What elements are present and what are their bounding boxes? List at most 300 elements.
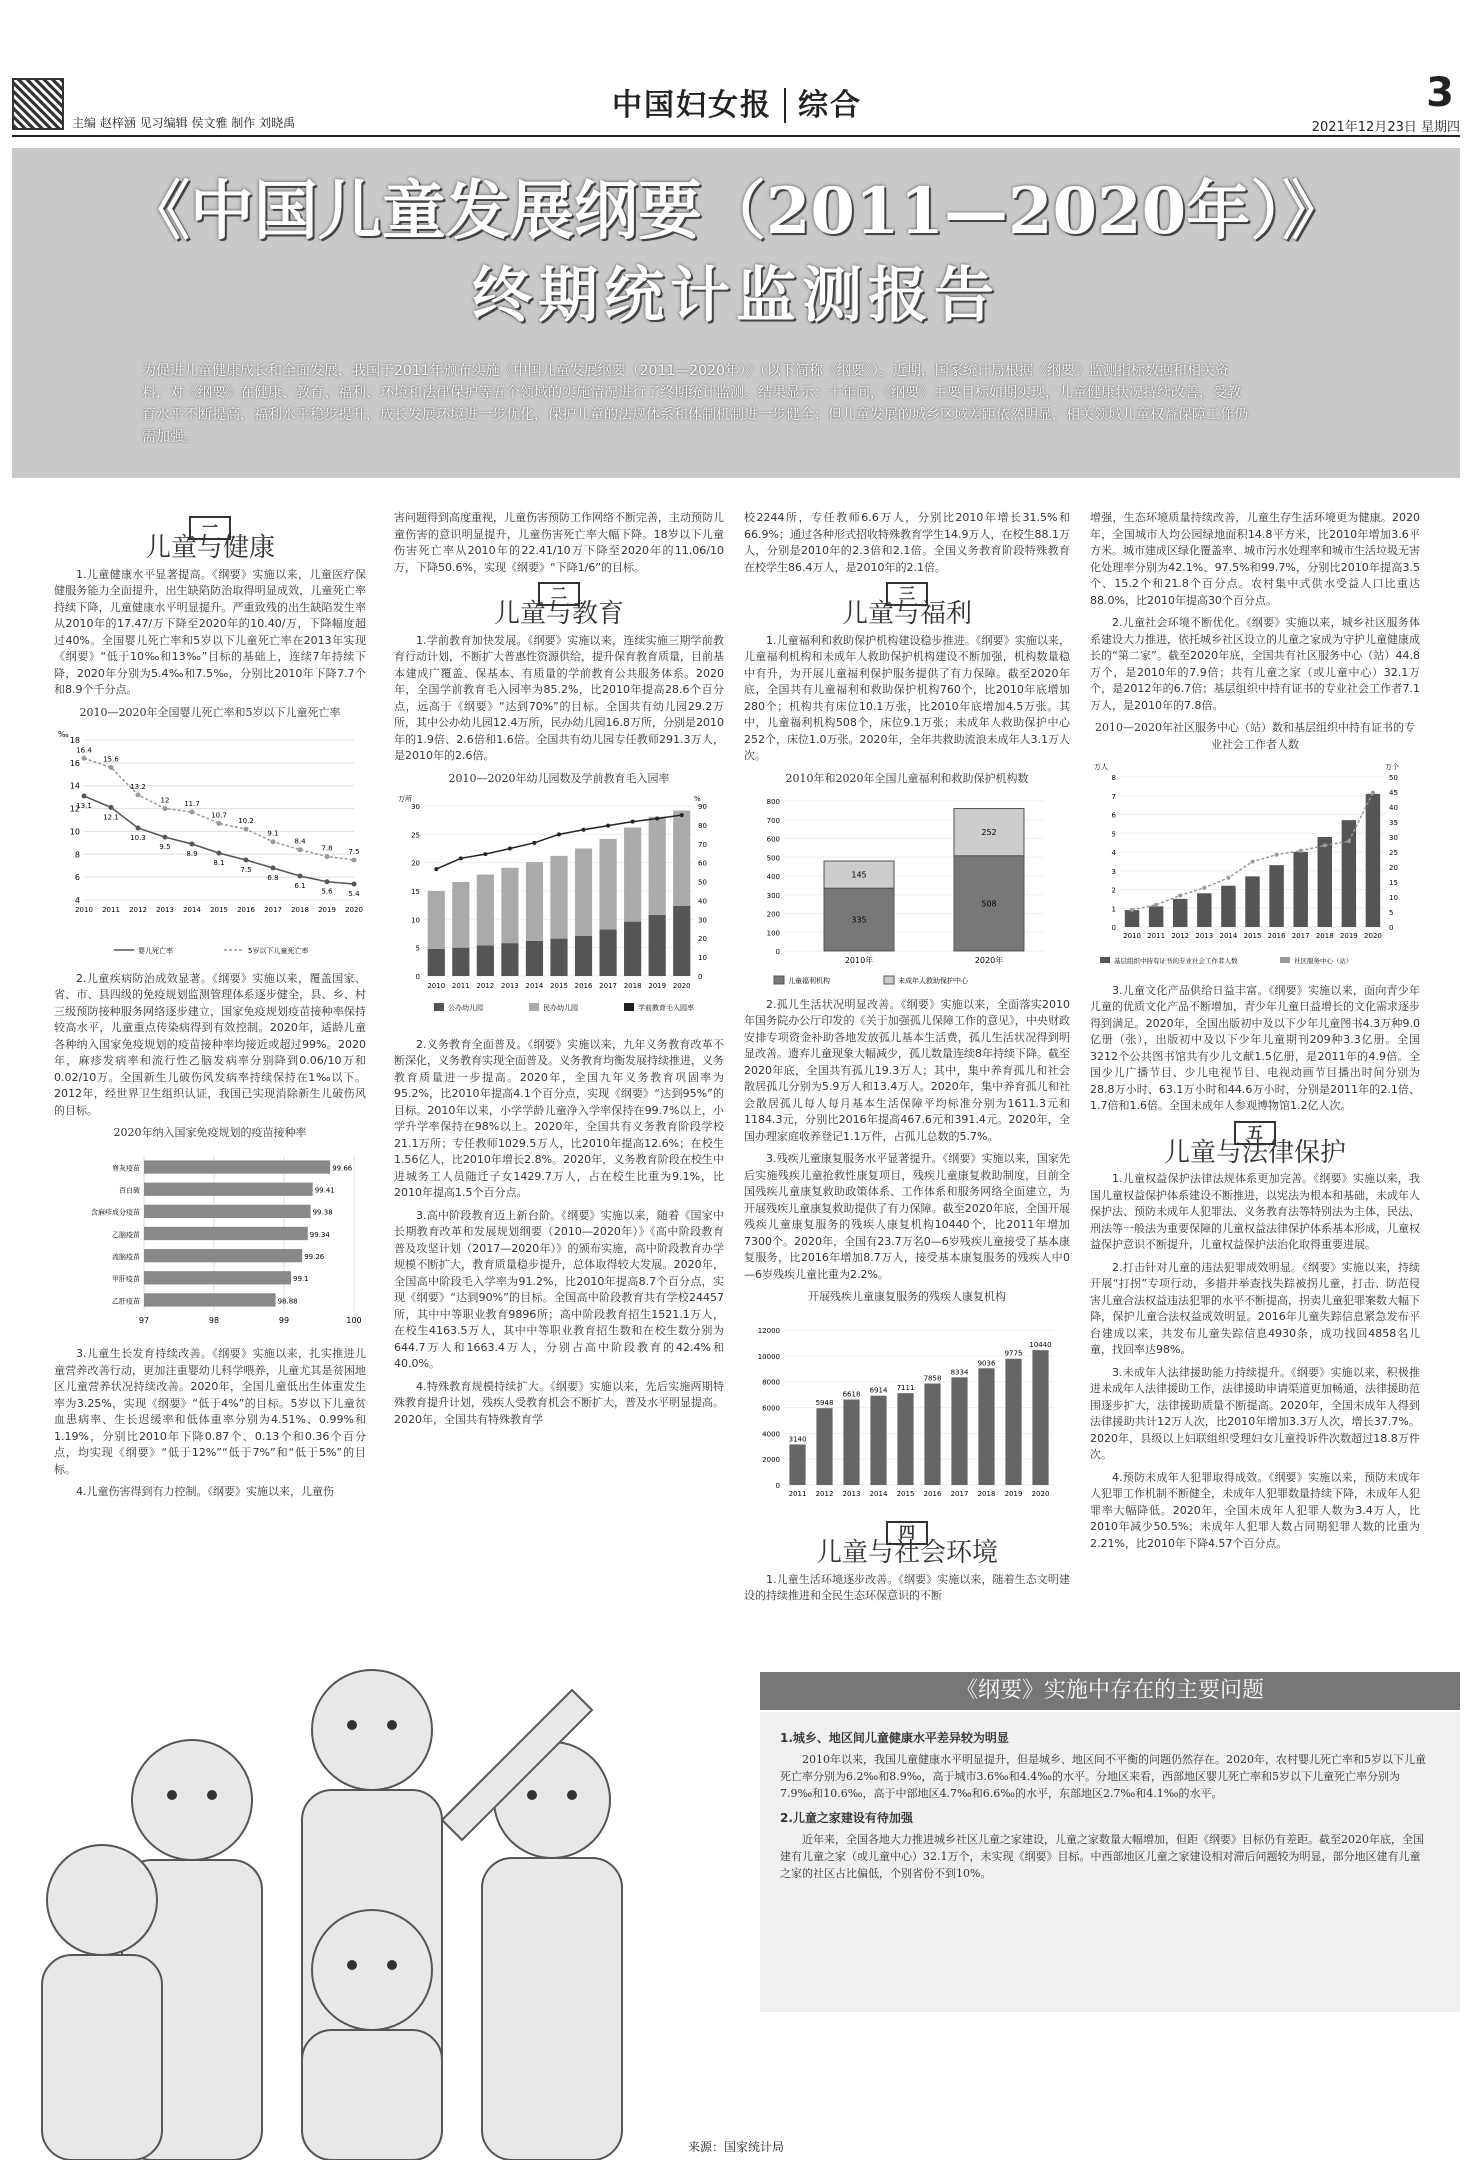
x-tick-label: 2014: [1219, 932, 1238, 940]
bar: [1269, 865, 1283, 927]
section-number: 二: [538, 582, 580, 606]
x-tick-label: 2011: [102, 906, 120, 914]
data-point: [459, 856, 463, 860]
data-label: 8.4: [294, 837, 306, 846]
data-label: 9.1: [267, 829, 279, 838]
data-point: [483, 852, 487, 856]
data-label: 99.66: [332, 1163, 353, 1172]
bar: [1221, 886, 1235, 927]
bar: [870, 1395, 886, 1484]
bar: [843, 1399, 859, 1484]
data-label: 9036: [977, 1358, 996, 1367]
x-tick-label: 2018: [623, 982, 642, 990]
x-tick-label: 97: [138, 1315, 150, 1325]
bar: [428, 949, 445, 976]
data-point: [217, 821, 222, 826]
data-label: 7.5: [348, 848, 360, 856]
bar: [1245, 876, 1259, 927]
x-tick-label: 2011: [451, 982, 470, 990]
article-paragraph: 害问题得到高度重视，儿童伤害预防工作网络不断完善，主动预防儿童伤害的意识明显提升，儿童伤害死亡率大幅下降。18岁以下儿童伤害死亡率从2010年的22.41/10万下降至2020年的11.06/10万，下降50.6%，实现《纲要》“下降1/6”的目标。: [394, 511, 724, 574]
y-tick-label: 4: [1111, 849, 1116, 857]
y-tick-label: 800: [766, 798, 780, 806]
data-point: [190, 810, 195, 815]
bar: [144, 1226, 308, 1239]
legend-label: 社区服务中心（站）: [1294, 957, 1353, 965]
section-number: 五: [1234, 1121, 1276, 1145]
article-paragraph: 4.特殊教育规模持续扩大。《纲要》实施以来，先后实施两期特殊教育提升计划，残疾人受教育机会不断扩大，普及水平明显提高。2020年，全国共有特殊教育学: [394, 1379, 724, 1426]
x-tick-label: 2015: [896, 1489, 915, 1498]
data-label: 8.9: [186, 850, 198, 858]
y2-tick-label: 20: [1389, 864, 1398, 872]
data-point: [271, 866, 276, 871]
data-point: [582, 828, 586, 832]
y-tick-label: 0: [775, 1481, 780, 1490]
category-label: 甲肝疫苗: [112, 1274, 140, 1283]
category-label: 百白破: [119, 1186, 140, 1195]
data-label: 99.26: [304, 1252, 325, 1261]
bar: [575, 849, 592, 936]
bar: [924, 1383, 940, 1484]
article-paragraph: 增强，生态环境质量持续改善，儿童生存生活环境更为健康。2020年，全国城市人均公园绿地面积14.8平方米，比2010年增加3.6平方米。城市建成区绿化覆盖率、城市污水处理率和城市生活垃圾无害化处理率分别为42.1%、97.5%和99.7%，分别比2010年提高3.5个、15.2个和21.8个百分点。农村集中式供水受益人口比重达88.0%，比2010年提高30个百分点。: [1090, 511, 1420, 607]
data-point: [1178, 894, 1182, 898]
data-point: [631, 820, 635, 824]
article-paragraph: 2.儿童疾病防治成效显著。《纲要》实施以来，覆盖国家、省、市、县四级的免疫规划监测管理体系逐步健全，县、乡、村三级预防接种服务网络逐步建立，国家免疫规划疫苗接种率保持较高水平，儿童重点传染病得到有效控制。2020年，适龄儿童各种纳入国家免疫规划的疫苗接种率均接近或超过99%。2020年，麻疹发病率和流行性乙脑发病率分别降到0.06/10万和0.02/10万。全国新生儿破伤风发病率持续保持在1‰以下。2012年，经世界卫生组织认证，我国已实现消除新生儿破伤风的目标。: [54, 971, 366, 1117]
data-point: [508, 847, 512, 851]
qr-code-icon: [12, 78, 64, 130]
category-label: 乙脑疫苗: [112, 1230, 140, 1239]
y-tick-label: 700: [766, 816, 780, 825]
data-point: [163, 806, 168, 811]
category-label: 流脑疫苗: [112, 1252, 140, 1261]
data-label: 9775: [1004, 1349, 1023, 1358]
x-tick-label: 2012: [1171, 932, 1190, 940]
data-label: 9.5: [159, 843, 171, 852]
data-label: 98.88: [277, 1296, 298, 1305]
bar: [600, 930, 617, 976]
intro-paragraph: 为促进儿童健康成长和全面发展，我国于2011年颁布实施《中国儿童发展纲要（2011—2020年）》（以下简称《纲要》）。近期，国家统计局根据《纲要》监测指标数据和相关资料，对《纲要》在健康、教育、福利、环境和法律保护等五个领域的实施情况进行了终期统计监测。结果显示：十年间，《纲要》主要目标如期实现，儿童健康状况持续改善，受教育水平不断提高，福利水平稳步提升，成长发展环境进一步优化，保护儿童的法规体系和体制机制进一步健全；但儿童发展的城乡区域差距依然明显，相关领域儿童权益保障工作仍需加强。: [142, 363, 1248, 445]
data-label: 7.5: [240, 866, 252, 874]
section-name: 综合: [784, 88, 862, 123]
data-label: 16.4: [76, 746, 92, 755]
article-paragraph: 1.儿童生活环境逐步改善。《纲要》实施以来，随着生态文明建设的持续推进和全民生态环保意识的不断: [744, 1572, 1070, 1602]
section-head-environment: [744, 1521, 1070, 1568]
y-tick-label: 200: [766, 910, 780, 919]
x-tick-label: 2020: [1364, 932, 1382, 940]
x-tick-label: 98: [208, 1315, 220, 1325]
data-point: [680, 813, 684, 817]
bar: [550, 939, 567, 976]
article-paragraph: 2.义务教育全面普及。《纲要》实施以来，九年义务教育改革不断深化，义务教育实现全面普及。义务教育均衡发展持续推进，义务教育质量进一步提高。2020年，全国九年义务教育巩固率为95.2%，比2010年提高4.1个百分点，实现《纲要》“达到95%”的目标。2010年以来，小学学龄儿童净入学率保持在99.7%以上，小学升学率保持在98%以上。2020年，全国共有义务教育阶段学校21.1万所；专任教师1029.5万人，比2010年提高12.6%；在校生1.56亿人，比2010年增长2.8%。2020年，义务教育阶段在校生中进城务工人员随迁子女1429.7万人，占在校生比重为9.1%，比2010年提高1.5个百分点。: [394, 1037, 724, 1199]
data-label: 10.3: [130, 834, 146, 842]
data-label: 6.8: [267, 874, 279, 882]
y-tick-label: 10000: [757, 1352, 780, 1361]
x-tick-label: 2019: [1004, 1489, 1023, 1498]
article-paragraph: 4.儿童伤害得到有力控制。《纲要》实施以来，儿童伤: [76, 1485, 334, 1498]
data-label: 10440: [1029, 1340, 1052, 1349]
data-point: [244, 858, 249, 863]
y-tick-label: 300: [766, 891, 780, 900]
x-tick-label: 99: [278, 1315, 290, 1325]
bar: [1366, 794, 1380, 927]
bar: [144, 1204, 311, 1217]
data-label: 7.8: [321, 844, 333, 853]
y2-tick-label: 45: [1389, 789, 1398, 797]
legend-swatch: [774, 976, 784, 984]
data-point: [1347, 839, 1351, 843]
article-paragraph: 2.孤儿生活状况明显改善。《纲要》实施以来，全面落实2010年国务院办公厅印发的《关于加强孤儿保障工作的意见》，中央财政安排专项资金补助各地发放孤儿基本生活费，孤儿生活状况得到明显改善。遗弃儿童现象大幅减少，孤儿数量连续8年持续下降。截至2020年底，全国共有孤儿19.3万人；其中，集中养育孤儿和社会散居孤儿分别为5.9万人和13.4万人。2020年，集中养育孤儿和社会散居孤儿每人每月基本生活保障平均标准分别为1611.3元和1184.3元，分别比2016年提高467.6元和391.4元。2020年，全国办理家庭收养登记1.1万件，占孤儿总数的5.7%。: [744, 997, 1070, 1143]
column-1: [54, 510, 366, 1507]
x-tick-label: 2017: [264, 906, 282, 914]
x-tick-label: 2018: [291, 906, 309, 914]
bar: [1342, 820, 1356, 927]
y-tick-label: 5: [415, 944, 420, 953]
data-point: [298, 847, 303, 852]
bar: [897, 1393, 913, 1485]
x-tick-label: 2014: [525, 982, 544, 990]
data-point: [557, 832, 561, 836]
bar: [624, 828, 641, 922]
bar: [144, 1160, 330, 1173]
problems-box: [760, 1678, 1460, 2012]
legend-swatch: [529, 1003, 539, 1011]
bar: [1197, 893, 1211, 927]
data-point: [82, 794, 87, 799]
data-label: 7111: [896, 1383, 915, 1392]
bar: [649, 817, 666, 915]
data-point: [109, 805, 114, 810]
y-tick-label: 2: [1111, 886, 1116, 895]
legend-label: 民办幼儿园: [543, 1004, 578, 1012]
data-point: [298, 874, 303, 879]
x-tick-label: 2017: [1291, 932, 1310, 940]
headline: 《中国儿童发展纲要（2011—2020年）》: [125, 174, 1347, 249]
children-illustration: [12, 1600, 772, 2160]
bar: [816, 1408, 832, 1485]
category-label: 含麻疹成分疫苗: [91, 1208, 140, 1217]
data-point: [352, 882, 357, 887]
data-point: [217, 851, 222, 856]
y-tick-label: 2000: [762, 1455, 780, 1464]
header-rule: [12, 135, 1460, 137]
data-point: [1251, 860, 1255, 864]
bar: [789, 1444, 805, 1485]
data-point: [1226, 876, 1230, 880]
x-tick-label: 2015: [1243, 932, 1262, 940]
x-tick-label: 2016: [237, 906, 255, 914]
legend-label: 公办幼儿园: [448, 1004, 483, 1012]
data-label: 99.1: [293, 1274, 309, 1283]
series-line: [84, 758, 354, 860]
subheadline: 终期统计监测报告: [472, 261, 1000, 331]
x-tick-label: 2019: [318, 906, 336, 914]
y-tick-label: 0: [775, 948, 780, 956]
mortality-line-chart: [54, 725, 366, 965]
data-point: [1371, 791, 1375, 795]
legend-swatch: [624, 1003, 634, 1011]
data-point: [271, 839, 276, 844]
x-tick-label: 2010: [427, 982, 446, 990]
column-2: [394, 510, 724, 1434]
y-unit-label: 万人: [1094, 763, 1108, 771]
x-tick-label: 2019: [1339, 932, 1358, 940]
data-label: 10.2: [238, 817, 254, 826]
page-header: [12, 70, 1460, 135]
data-label: 99.41: [314, 1186, 335, 1195]
chart-title: 2010—2020年全国婴儿死亡率和5岁以下儿童死亡率: [79, 705, 341, 719]
x-tick-label: 2014: [183, 906, 201, 914]
y2-tick-label: 35: [1389, 819, 1398, 827]
y2-unit-label: 万个: [1385, 763, 1399, 771]
data-point: [136, 792, 141, 797]
problem-text: 近年来，全国各地大力推进城乡社区儿童之家建设，儿童之家数量大幅增加，但距《纲要》目标仍有差距。截至2020年底，全国建有儿童之家（或儿童中心）32.1万个，未实现《纲要》目标。中西部地区儿童之家建设相对滞后问题较为明显，部分地区建有儿童之家的社区占比偏低，个别省份不到10%。: [780, 1833, 1424, 1880]
x-tick-label: 2012: [129, 906, 147, 914]
x-tick-label: 2010: [1123, 932, 1141, 940]
legend-label: 婴儿死亡率: [138, 947, 173, 955]
issue-date: 2021年12月23日 星期四: [1311, 120, 1460, 135]
y2-tick-label: 5: [1389, 909, 1394, 917]
y-tick-label: 4: [74, 896, 80, 905]
data-point: [136, 826, 141, 831]
data-label: 3140: [788, 1434, 807, 1443]
kindergarten-combo-chart: [394, 791, 724, 1031]
y-tick-label: 12000: [757, 1326, 780, 1335]
x-tick-label: 2015: [210, 906, 228, 914]
article-paragraph: 1.儿童健康水平显著提高。《纲要》实施以来，儿童医疗保健服务能力全面提升，出生缺陷防治取得明显成效，儿童死亡率持续下降，儿童健康水平明显提升。严重致残的出生缺陷发生率从2010年的17.47/万下降至2020年的10.40/万，下降幅度超过40%。全国婴儿死亡率和5岁以下儿童死亡率在2013年实现《纲要》“低于10‰和13‰”目标的基础上，连续7年持续下降，2020年分别为5.4‰和7.5‰，分别比2010年下降7.7个和8.9个千分点。: [54, 567, 366, 696]
y-tick-label: 7: [1111, 792, 1116, 801]
y2-tick-label: 30: [1389, 834, 1398, 842]
x-tick-label: 2018: [977, 1489, 996, 1498]
legend-swatch: [1280, 957, 1290, 963]
y-tick-label: 8: [74, 850, 80, 860]
bar: [600, 839, 617, 930]
y2-tick-label: 0: [698, 973, 703, 981]
bar: [673, 811, 690, 906]
x-tick-label: 2013: [500, 982, 519, 990]
article-paragraph: 1.儿童福利和救助保护机构建设稳步推进。《纲要》实施以来，儿童福利机构和未成年人救助保护机构建设不断加强，机构数量稳中有升，为开展儿童福利保护服务提供了有力保障。截至2020年底，全国共有儿童福利和救助保护机构760个，比2010年底增加280个；机构共有床位10.1万张，比2010年底增加4.5万张。其中，儿童福利机构508个，床位9.1万张；未成年人救助保护中心252个，床位1.0万张。2020年，全年共救助流浪未成年人3.1万人次。: [744, 633, 1070, 762]
data-label: 13.2: [130, 782, 146, 791]
x-tick-label: 2016: [923, 1489, 942, 1498]
x-tick-label: 2012: [815, 1489, 834, 1498]
x-tick-label: 2017: [599, 982, 618, 990]
y-tick-label: 4000: [762, 1429, 780, 1438]
source-line: 来源：国家统计局: [687, 2140, 784, 2154]
y-tick-label: 16: [69, 758, 80, 768]
section-title: 儿童与福利: [841, 599, 972, 629]
data-point: [82, 756, 87, 761]
data-label: 12.1: [103, 813, 119, 822]
y-tick-label: 5: [1111, 830, 1116, 839]
section-head-law: [1090, 1121, 1420, 1168]
y-tick-label: 12: [69, 804, 80, 814]
y-tick-label: 600: [766, 835, 780, 844]
x-tick-label: 2011: [788, 1489, 807, 1498]
bar: [624, 922, 641, 976]
section-number: 四: [886, 1521, 928, 1545]
rehab-bar-chart: [744, 1310, 1070, 1510]
data-point: [1202, 886, 1206, 890]
chart-title: 2010—2020年社区服务中心（站）数和基层组织中持有证书的专业社会工作者人数: [1095, 721, 1415, 751]
x-tick-label: 2020年: [974, 956, 1004, 965]
data-label: 15.6: [103, 755, 119, 764]
x-tick-label: 2020: [1031, 1489, 1050, 1498]
data-label: 5948: [815, 1398, 834, 1407]
community-service-chart: [1090, 757, 1420, 977]
y2-tick-label: 50: [698, 878, 707, 887]
data-point: [606, 824, 610, 828]
problem-heading: 1.城乡、地区间儿童健康水平差异较为明显: [780, 1731, 1009, 1745]
y2-tick-label: 15: [1389, 879, 1398, 887]
data-point: [352, 858, 357, 863]
y-tick-label: 1: [1111, 905, 1116, 914]
section-title: 儿童与法律保护: [1163, 1137, 1346, 1168]
x-tick-label: 2020: [345, 906, 363, 914]
y2-tick-label: 30: [698, 916, 707, 925]
article-paragraph: 3.残疾儿童康复服务水平显著提升。《纲要》实施以来，国家先后实施残疾儿童抢救性康复项目，残疾儿童康复救助制度，目前全国残疾儿童康复救助政策体系、工作体系和服务网络全面建立，为开展残疾儿童康复救助提供了有力保障。截至2020年底，全国开展残疾儿童康复服务的残疾人康复机构10440个，比2011年增加7300个。2020年，全国有23.7万名0—6岁残疾儿童接受了基本康复服务，比2016年增加8.7万人，接受基本康复服务的残疾人中0—6岁残疾儿童比重为2.2%。: [744, 1152, 1070, 1281]
y2-tick-label: 10: [698, 954, 707, 963]
category-label: 乙肝疫苗: [112, 1296, 140, 1305]
y2-tick-label: 0: [1389, 924, 1394, 932]
article-paragraph: 3.未成年人法律援助能力持续提升。《纲要》实施以来，积极推进未成年人法律援助工作，法律援助申请渠道更加畅通，法律援助范围逐步扩大，法律援助质量不断提高。2020年，全国未成年人得到法律援助共计12万人次，比2010年增加3.3万人次，增长37.7%。2020年，县级以上妇联组织受理妇女儿童投诉件次数超过18.8万件次。: [1090, 1365, 1420, 1461]
data-label: 10.7: [211, 811, 227, 820]
data-point: [1275, 853, 1279, 857]
vaccine-bar-chart: [54, 1146, 366, 1341]
welfare-stacked-bar-chart: [744, 791, 1070, 991]
chart-title: 2020年纳入国家免疫规划的疫苗接种率: [113, 1126, 307, 1139]
column-4: [1090, 510, 1420, 1558]
y-tick-label: 100: [766, 929, 780, 938]
series-line: [84, 796, 354, 884]
x-tick-label: 2010: [75, 906, 93, 914]
y-tick-label: 500: [766, 854, 780, 863]
page-number: 3: [1426, 70, 1454, 116]
article-paragraph: 3.儿童生长发育持续改善。《纲要》实施以来，扎实推进儿童营养改善行动，更加注重婴幼儿科学喂养，儿童尤其是贫困地区儿童营养状况持续改善。2020年，全国儿童低出生体重发生率为3.25%，实现《纲要》“低于4%”的目标。5岁以下儿童贫血患病率、生长迟缓率和低体重率分别为4.51%、0.99%和1.19%，分别比2010年下降0.87个、0.13个和0.36个百分点，均实现《纲要》“低于12%”“低于7%”和“低于5%”的目标。: [54, 1347, 366, 1476]
x-tick-label: 2016: [574, 982, 593, 990]
data-point: [655, 816, 659, 820]
y2-unit-label: %: [694, 795, 701, 803]
category-label: 脊灰疫苗: [112, 1163, 140, 1172]
y-tick-label: 10: [69, 827, 80, 837]
data-label: 145: [851, 870, 867, 880]
data-label: 8.1: [213, 859, 225, 868]
data-label: 7858: [923, 1374, 942, 1383]
y-tick-label: 30: [411, 803, 420, 811]
y2-tick-label: 10: [1389, 894, 1398, 902]
editor-credits: 主编 赵梓涵 见习编辑 侯文雅 制作 刘晓禹: [72, 116, 296, 130]
bar: [501, 868, 518, 943]
data-point: [163, 835, 168, 840]
y-tick-label: 6000: [762, 1404, 780, 1412]
newspaper-name: 中国妇女报: [612, 88, 772, 123]
data-label: 5.6: [321, 887, 333, 896]
data-point: [1154, 903, 1158, 907]
x-tick-label: 2016: [1267, 932, 1286, 940]
y-tick-label: 10: [411, 916, 420, 925]
y-tick-label: 20: [411, 859, 420, 868]
y-unit-label: 万所: [398, 795, 412, 803]
y-tick-label: 3: [1111, 867, 1116, 876]
x-tick-label: 2020: [672, 982, 691, 990]
problems-title: 《纲要》实施中存在的主要问题: [760, 1672, 1460, 1710]
article-paragraph: 4.预防未成年人犯罪取得成效。《纲要》实施以来，预防未成年人犯罪工作机制不断健全，未成年人犯罪数量持续下降，未成年人犯罪率大幅降低。2020年，全国未成年人犯罪人数为3.4万人，比2010年减少50.5%；未成年人犯罪人数占同期犯罪人数的比重为2.21%，比2010年下降4.57个百分点。: [1090, 1470, 1420, 1550]
data-point: [109, 765, 114, 770]
bar: [144, 1293, 276, 1306]
y2-tick-label: 40: [698, 897, 707, 906]
bar: [1032, 1350, 1048, 1485]
data-label: 13.1: [76, 802, 92, 810]
x-tick-label: 2013: [1195, 932, 1214, 940]
x-tick-label: 2019: [648, 982, 667, 990]
y-tick-label: 0: [415, 973, 420, 981]
legend-label: 5岁以下儿童死亡率: [248, 947, 309, 955]
data-point: [325, 854, 330, 859]
legend-swatch: [1100, 957, 1110, 963]
y2-tick-label: 80: [698, 821, 707, 830]
data-label: 6.1: [294, 882, 306, 890]
x-tick-label: 2010年: [844, 956, 874, 965]
bar: [477, 945, 494, 976]
section-head-welfare: [744, 582, 1070, 629]
bar: [144, 1271, 291, 1284]
x-tick-label: 100: [346, 1315, 362, 1325]
x-tick-label: 2015: [550, 982, 568, 990]
article-paragraph: 1.学前教育加快发展。《纲要》实施以来，连续实施三期学前教育行动计划，不断扩大普惠性资源供给，提升保育教育质量，目前基本建成广覆盖、保基本、有质量的学前教育公共服务体系。2020年，全国学前教育毛入园率为85.2%，比2010年提高28.6个百分点，远高于《纲要》“达到70%”的目标。全国共有幼儿园29.2万所，其中公办幼儿园12.4万所，民办幼儿园16.8万所，分别是2010年的1.9倍、2.6倍和1.6倍。全国共有幼儿园专任教师291.3万人，是2010年的2.6倍。: [394, 633, 724, 762]
data-label: 99.34: [309, 1230, 330, 1239]
data-point: [190, 842, 195, 847]
x-tick-label: 2018: [1315, 932, 1334, 940]
bar: [1173, 899, 1187, 927]
section-head-health: [54, 516, 366, 563]
bar: [1149, 906, 1163, 927]
bar: [673, 906, 690, 976]
y2-tick-label: 20: [698, 935, 707, 944]
data-label: 12: [160, 796, 170, 805]
legend-label: 学前教育毛入园率: [638, 1004, 694, 1012]
bar: [1318, 837, 1332, 927]
data-label: 8334: [950, 1367, 969, 1376]
x-tick-label: 2014: [869, 1489, 888, 1498]
bar: [649, 915, 666, 976]
data-point: [532, 841, 536, 845]
section-title: 儿童与教育: [493, 599, 624, 629]
bar: [1125, 910, 1139, 927]
section-number: 一: [189, 516, 231, 540]
title-banner: [12, 148, 1460, 478]
section-title: 儿童与社会环境: [815, 1538, 998, 1568]
x-tick-label: 2013: [842, 1489, 861, 1498]
y2-tick-label: 40: [1389, 804, 1398, 812]
data-point: [325, 879, 330, 884]
bar: [452, 948, 469, 976]
data-label: 5.4: [348, 890, 360, 898]
x-tick-label: 2013: [156, 906, 174, 914]
y2-tick-label: 60: [698, 859, 707, 868]
section-head-education: [394, 582, 724, 629]
y-tick-label: 14: [69, 781, 80, 791]
y-tick-label: 15: [411, 888, 420, 896]
data-label: 252: [981, 828, 997, 838]
bar: [452, 882, 469, 948]
bar: [526, 862, 543, 941]
bar: [951, 1377, 967, 1485]
legend-swatch: [434, 1003, 444, 1011]
y-tick-label: 0: [1111, 924, 1116, 932]
y2-tick-label: 25: [1389, 849, 1398, 857]
bar: [1293, 852, 1307, 927]
y-tick-label: 25: [411, 831, 420, 840]
y-tick-label: 8: [1111, 774, 1116, 782]
bar: [1005, 1358, 1021, 1484]
bar: [144, 1249, 302, 1262]
